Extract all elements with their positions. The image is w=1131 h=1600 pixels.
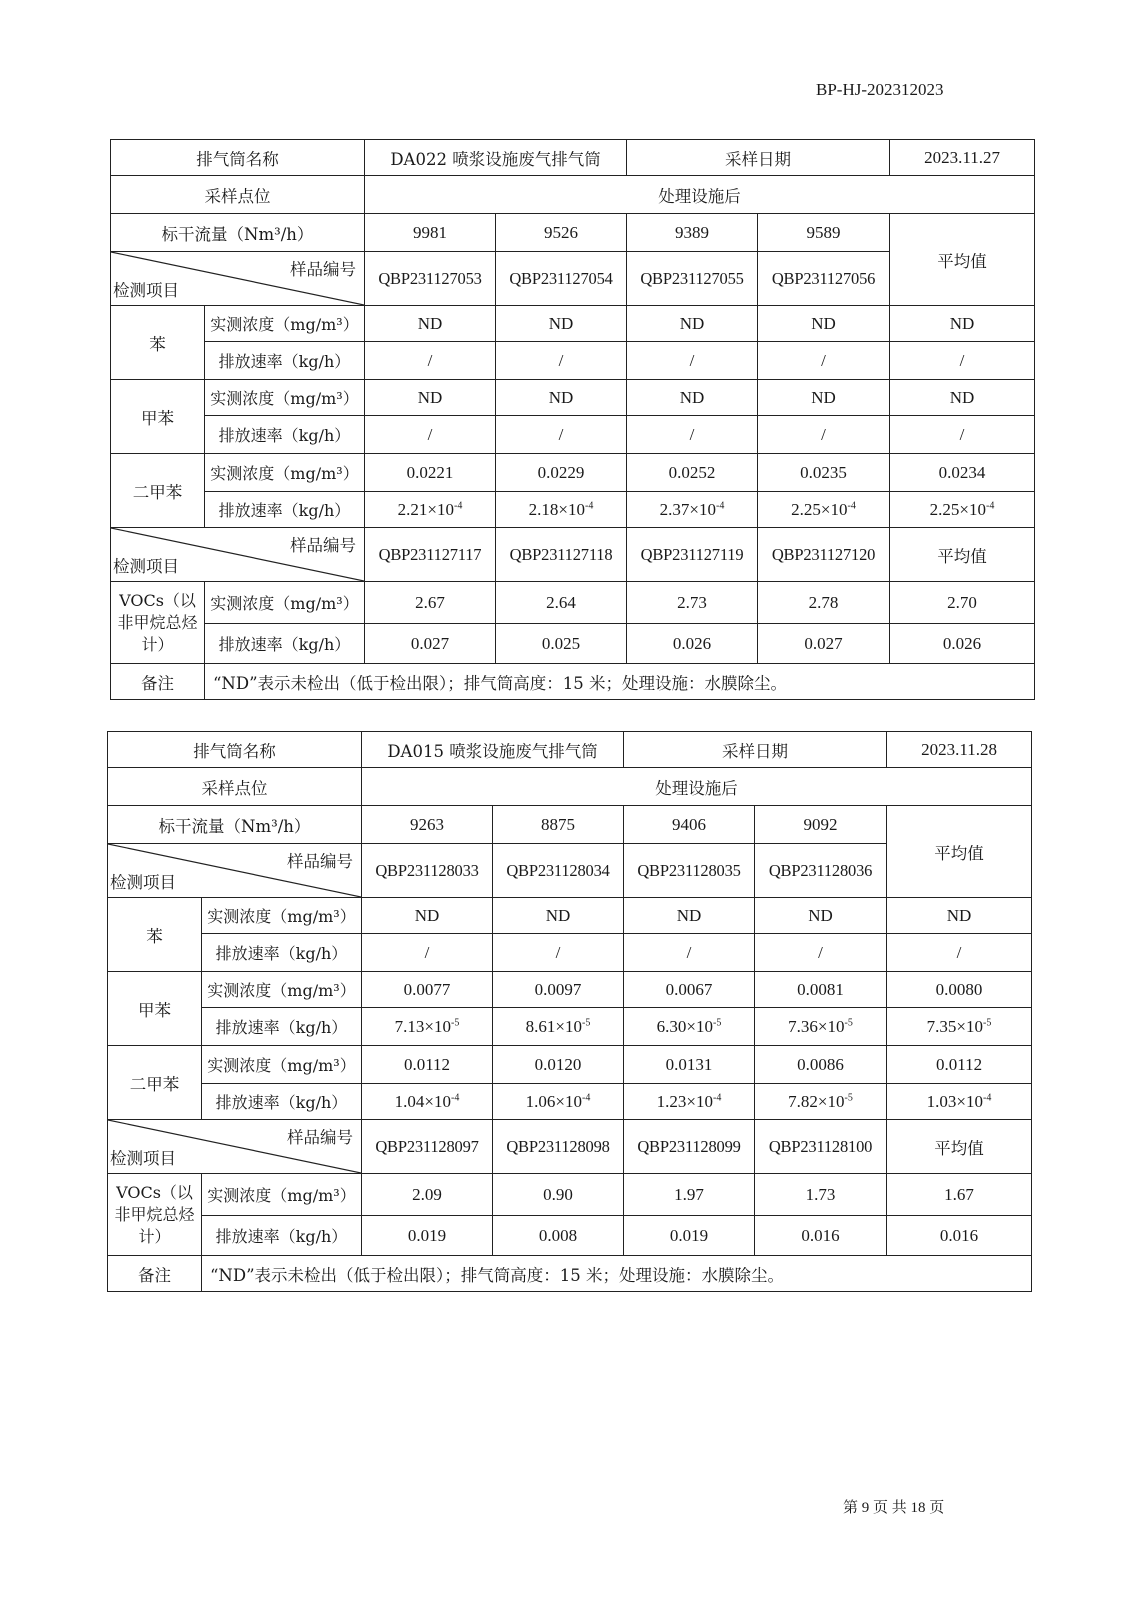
emission-rate-label: 排放速率（kg/h） xyxy=(205,624,365,664)
flow-value: 9526 xyxy=(496,214,627,252)
std-flow-label: 标干流量（Nm³/h） xyxy=(108,806,362,844)
toluene-conc: ND xyxy=(890,380,1035,416)
xylene-rate: $2.18\times 10^{-4}$ xyxy=(496,492,627,528)
emission-table xyxy=(110,139,1035,700)
emission-rate-label: 排放速率（kg/h） xyxy=(202,1084,362,1120)
sampling-point-label: 采样点位 xyxy=(111,176,365,214)
sample-number: QBP231128098 xyxy=(493,1120,624,1174)
benzene-conc: ND xyxy=(627,306,758,342)
toluene-label: 甲苯 xyxy=(108,972,202,1046)
flow-value: 9981 xyxy=(365,214,496,252)
xylene-rate: $1.06\times 10^{-4}$ xyxy=(493,1084,624,1120)
vocs-conc: 1.73 xyxy=(755,1174,887,1216)
benzene-rate: / xyxy=(362,934,493,972)
vocs-rate: 0.025 xyxy=(496,624,627,664)
sampling-point-value: 处理设施后 xyxy=(362,768,1032,806)
vocs-rate: 0.027 xyxy=(758,624,890,664)
vocs-conc: 2.73 xyxy=(627,582,758,624)
average-header: 平均值 xyxy=(890,528,1035,582)
vocs-conc: 1.67 xyxy=(887,1174,1032,1216)
toluene-conc: ND xyxy=(758,380,890,416)
benzene-label: 苯 xyxy=(108,898,202,972)
toluene-conc: 0.0097 xyxy=(493,972,624,1008)
flow-value: 9406 xyxy=(624,806,755,844)
measured-conc-label: 实测浓度（mg/m³） xyxy=(205,306,365,342)
benzene-rate: / xyxy=(890,342,1035,380)
toluene-conc: 0.0080 xyxy=(887,972,1032,1008)
emission-table-1 xyxy=(110,139,1034,700)
vocs-rate: 0.016 xyxy=(755,1216,887,1256)
vocs-rate: 0.027 xyxy=(365,624,496,664)
page-number: 第 9 页 共 18 页 xyxy=(843,1500,945,1516)
sampling-point-label: 采样点位 xyxy=(108,768,362,806)
vocs-conc: 2.64 xyxy=(496,582,627,624)
flow-value: 8875 xyxy=(493,806,624,844)
xylene-conc: 0.0252 xyxy=(627,454,758,492)
xylene-conc: 0.0112 xyxy=(362,1046,493,1084)
header-diagonal-cell xyxy=(108,844,362,898)
xylene-rate: $2.25\times 10^{-4}$ xyxy=(890,492,1035,528)
vocs-conc: 2.78 xyxy=(758,582,890,624)
xylene-conc: 0.0112 xyxy=(887,1046,1032,1084)
document-id: BP-HJ-202312023 xyxy=(816,80,944,99)
sampling-date-label: 采样日期 xyxy=(624,732,887,768)
emission-table-2 xyxy=(107,731,1031,1292)
emission-rate-label: 排放速率（kg/h） xyxy=(202,1008,362,1046)
toluene-rate: $7.35\times 10^{-5}$ xyxy=(887,1008,1032,1046)
sample-number-label: 样品编号 xyxy=(290,536,356,555)
toluene-conc: 0.0081 xyxy=(755,972,887,1008)
toluene-conc: 0.0077 xyxy=(362,972,493,1008)
vocs-rate: 0.019 xyxy=(362,1216,493,1256)
toluene-rate: / xyxy=(365,416,496,454)
toluene-conc: 0.0067 xyxy=(624,972,755,1008)
test-item-label: 检测项目 xyxy=(113,557,179,576)
benzene-conc: ND xyxy=(496,306,627,342)
vocs-label: VOCs（以非甲烷总烃计） xyxy=(111,582,205,664)
toluene-label: 甲苯 xyxy=(111,380,205,454)
emission-rate-label: 排放速率（kg/h） xyxy=(202,1216,362,1256)
sample-number: QBP231127053 xyxy=(365,252,496,306)
emission-rate-label: 排放速率（kg/h） xyxy=(205,492,365,528)
vocs-conc: 1.97 xyxy=(624,1174,755,1216)
vocs-label: VOCs（以非甲烷总烃计） xyxy=(108,1174,202,1256)
toluene-rate: $7.36\times 10^{-5}$ xyxy=(755,1008,887,1046)
sampling-date-label: 采样日期 xyxy=(627,140,890,176)
sample-number: QBP231127055 xyxy=(627,252,758,306)
benzene-rate: / xyxy=(493,934,624,972)
benzene-rate: / xyxy=(365,342,496,380)
measured-conc-label: 实测浓度（mg/m³） xyxy=(202,1174,362,1216)
benzene-rate: / xyxy=(496,342,627,380)
benzene-conc: ND xyxy=(758,306,890,342)
xylene-label: 二甲苯 xyxy=(108,1046,202,1120)
remark-label: 备注 xyxy=(111,664,205,700)
test-item-label: 检测项目 xyxy=(113,281,179,300)
flow-value: 9263 xyxy=(362,806,493,844)
flow-value: 9589 xyxy=(758,214,890,252)
test-item-label: 检测项目 xyxy=(110,1149,176,1168)
benzene-conc: ND xyxy=(365,306,496,342)
benzene-conc: ND xyxy=(755,898,887,934)
sample-number: QBP231128033 xyxy=(362,844,493,898)
emission-table xyxy=(107,731,1032,1292)
measured-conc-label: 实测浓度（mg/m³） xyxy=(205,380,365,416)
benzene-conc: ND xyxy=(362,898,493,934)
measured-conc-label: 实测浓度（mg/m³） xyxy=(205,582,365,624)
header-diagonal-cell xyxy=(111,252,365,306)
sample-number: QBP231128100 xyxy=(755,1120,887,1174)
sample-number: QBP231128034 xyxy=(493,844,624,898)
toluene-conc: ND xyxy=(496,380,627,416)
xylene-conc: 0.0086 xyxy=(755,1046,887,1084)
sample-number: QBP231127056 xyxy=(758,252,890,306)
sample-number: QBP231127119 xyxy=(627,528,758,582)
vocs-conc: 2.70 xyxy=(890,582,1035,624)
sample-number-label: 样品编号 xyxy=(287,1128,353,1147)
toluene-rate: $6.30\times 10^{-5}$ xyxy=(624,1008,755,1046)
benzene-conc: ND xyxy=(493,898,624,934)
toluene-conc: ND xyxy=(365,380,496,416)
average-header: 平均值 xyxy=(887,806,1032,898)
sample-number: QBP231128097 xyxy=(362,1120,493,1174)
measured-conc-label: 实测浓度（mg/m³） xyxy=(202,972,362,1008)
xylene-rate: $2.21\times 10^{-4}$ xyxy=(365,492,496,528)
sample-number: QBP231127118 xyxy=(496,528,627,582)
benzene-rate: / xyxy=(887,934,1032,972)
benzene-rate: / xyxy=(755,934,887,972)
vocs-rate: 0.026 xyxy=(627,624,758,664)
benzene-conc: ND xyxy=(890,306,1035,342)
test-item-label: 检测项目 xyxy=(110,873,176,892)
measured-conc-label: 实测浓度（mg/m³） xyxy=(202,1046,362,1084)
sample-number: QBP231128099 xyxy=(624,1120,755,1174)
sample-number: QBP231128035 xyxy=(624,844,755,898)
xylene-rate: $7.82\times 10^{-5}$ xyxy=(755,1084,887,1120)
xylene-conc: 0.0229 xyxy=(496,454,627,492)
header-diagonal-cell xyxy=(111,528,365,582)
benzene-rate: / xyxy=(624,934,755,972)
xylene-conc: 0.0221 xyxy=(365,454,496,492)
benzene-conc: ND xyxy=(887,898,1032,934)
remark-text: “ND”表示未检出（低于检出限）；排气筒高度：15 米；处理设施：水膜除尘。 xyxy=(202,1256,1032,1292)
emission-rate-label: 排放速率（kg/h） xyxy=(205,342,365,380)
xylene-conc: 0.0120 xyxy=(493,1046,624,1084)
toluene-rate: / xyxy=(758,416,890,454)
average-header: 平均值 xyxy=(890,214,1035,306)
vocs-rate: 0.016 xyxy=(887,1216,1032,1256)
toluene-rate: / xyxy=(627,416,758,454)
measured-conc-label: 实测浓度（mg/m³） xyxy=(202,898,362,934)
vocs-conc: 2.67 xyxy=(365,582,496,624)
vocs-rate: 0.026 xyxy=(890,624,1035,664)
toluene-rate: $7.13\times 10^{-5}$ xyxy=(362,1008,493,1046)
xylene-rate: $1.03\times 10^{-4}$ xyxy=(887,1084,1032,1120)
vocs-conc: 2.09 xyxy=(362,1174,493,1216)
xylene-rate: $2.25\times 10^{-4}$ xyxy=(758,492,890,528)
sample-number: QBP231127054 xyxy=(496,252,627,306)
std-flow-label: 标干流量（Nm³/h） xyxy=(111,214,365,252)
xylene-conc: 0.0235 xyxy=(758,454,890,492)
xylene-rate: $2.37\times 10^{-4}$ xyxy=(627,492,758,528)
benzene-label: 苯 xyxy=(111,306,205,380)
toluene-conc: ND xyxy=(627,380,758,416)
flow-value: 9389 xyxy=(627,214,758,252)
xylene-rate: $1.23\times 10^{-4}$ xyxy=(624,1084,755,1120)
remark-text: “ND”表示未检出（低于检出限）；排气筒高度：15 米；处理设施：水膜除尘。 xyxy=(205,664,1035,700)
xylene-conc: 0.0234 xyxy=(890,454,1035,492)
flow-value: 9092 xyxy=(755,806,887,844)
sampling-date-value: 2023.11.27 xyxy=(890,140,1035,176)
remark-label: 备注 xyxy=(108,1256,202,1292)
sampling-date-value: 2023.11.28 xyxy=(887,732,1032,768)
vocs-rate: 0.019 xyxy=(624,1216,755,1256)
sample-number: QBP231127117 xyxy=(365,528,496,582)
emission-rate-label: 排放速率（kg/h） xyxy=(202,934,362,972)
stack-name-value: DA022 喷浆设施废气排气筒 xyxy=(365,140,627,176)
benzene-rate: / xyxy=(758,342,890,380)
average-header: 平均值 xyxy=(887,1120,1032,1174)
benzene-rate: / xyxy=(627,342,758,380)
measured-conc-label: 实测浓度（mg/m³） xyxy=(205,454,365,492)
vocs-rate: 0.008 xyxy=(493,1216,624,1256)
vocs-conc: 0.90 xyxy=(493,1174,624,1216)
sampling-point-value: 处理设施后 xyxy=(365,176,1035,214)
toluene-rate: / xyxy=(890,416,1035,454)
toluene-rate: $8.61\times 10^{-5}$ xyxy=(493,1008,624,1046)
xylene-rate: $1.04\times 10^{-4}$ xyxy=(362,1084,493,1120)
stack-name-label: 排气筒名称 xyxy=(108,732,362,768)
header-diagonal-cell xyxy=(108,1120,362,1174)
sample-number-label: 样品编号 xyxy=(287,852,353,871)
sample-number: QBP231128036 xyxy=(755,844,887,898)
xylene-label: 二甲苯 xyxy=(111,454,205,528)
stack-name-value: DA015 喷浆设施废气排气筒 xyxy=(362,732,624,768)
toluene-rate: / xyxy=(496,416,627,454)
sample-number: QBP231127120 xyxy=(758,528,890,582)
xylene-conc: 0.0131 xyxy=(624,1046,755,1084)
benzene-conc: ND xyxy=(624,898,755,934)
emission-rate-label: 排放速率（kg/h） xyxy=(205,416,365,454)
sample-number-label: 样品编号 xyxy=(290,260,356,279)
stack-name-label: 排气筒名称 xyxy=(111,140,365,176)
